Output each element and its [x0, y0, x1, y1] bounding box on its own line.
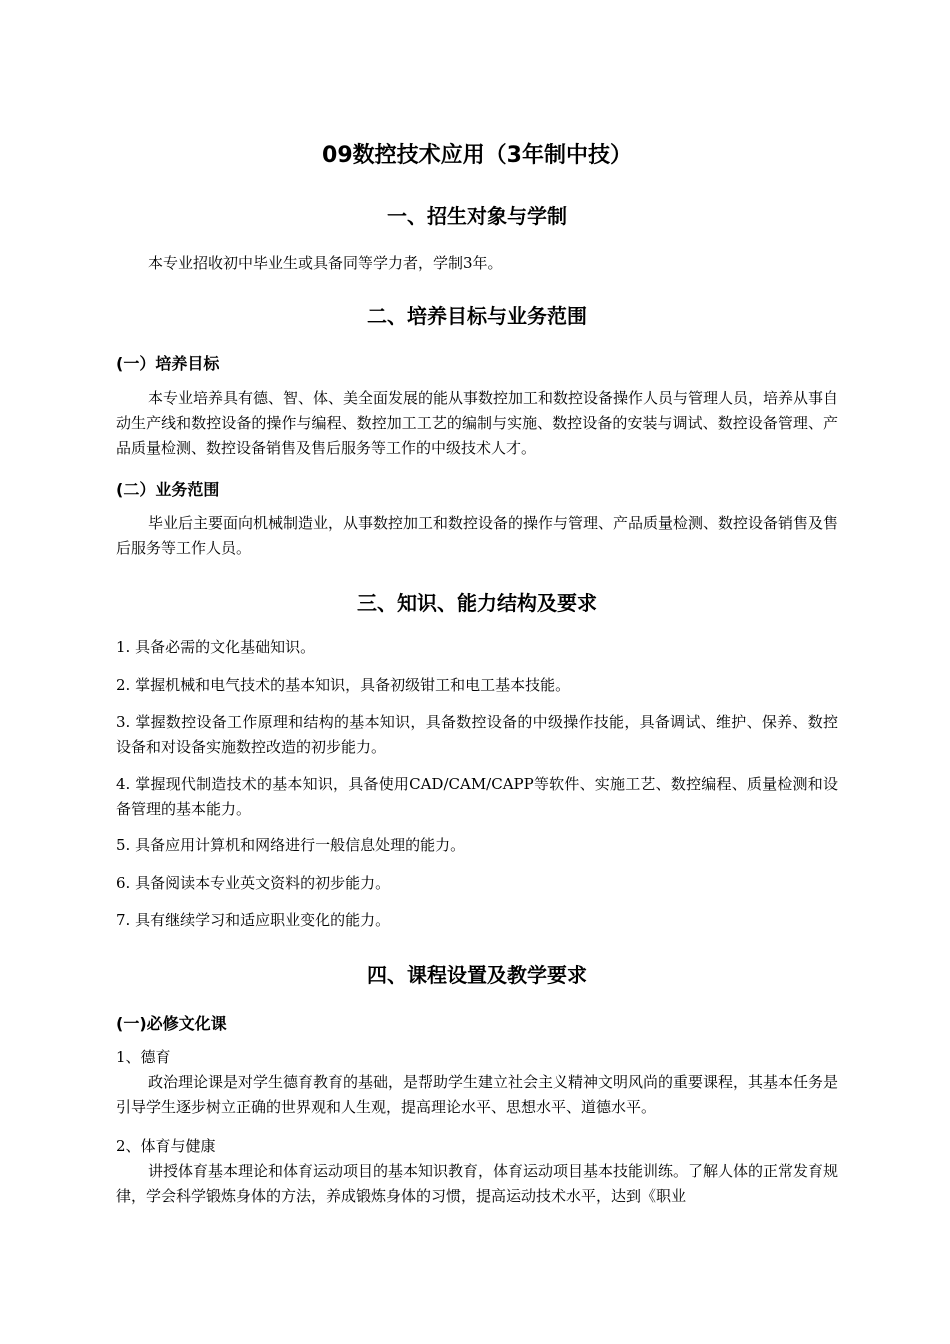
course-2-title: 2、体育与健康 — [116, 1137, 216, 1155]
requirement-item-1: 1. 具备必需的文化基础知识。 — [116, 638, 316, 656]
requirement-item-5: 5. 具备应用计算机和网络进行一般信息处理的能力。 — [116, 836, 466, 854]
section-2-sub-2-heading: (二）业务范围 — [116, 480, 220, 499]
section-3-heading: 三、知识、能力结构及要求 — [357, 591, 597, 615]
course-2-paragraph: 讲授体育基本理论和体育运动项目的基本知识教育，体育运动项目基本技能训练。了解人体的正常发育规律，学会科学锻炼身体的方法，养成锻炼身体的习惯，提高运动技术水平，达到《职业 — [116, 1162, 839, 1205]
requirement-item-2: 2. 掌握机械和电气技术的基本知识，具备初级钳工和电工基本技能。 — [116, 676, 571, 694]
section-2-heading: 二、培养目标与业务范围 — [367, 304, 587, 328]
requirement-item-6: 6. 具备阅读本专业英文资料的初步能力。 — [116, 874, 391, 892]
course-1-title: 1、德育 — [116, 1048, 171, 1066]
requirement-item-3: 3. 掌握数控设备工作原理和结构的基本知识，具备数控设备的中级操作技能，具备调试、维护、保养、数控设备和对设备实施数控改造的初步能力。 — [116, 713, 838, 756]
course-1-paragraph: 政治理论课是对学生德育教育的基础，是帮助学生建立社会主义精神文明风尚的重要课程，其基本任务是引导学生逐步树立正确的世界观和人生观，提高理论水平、思想水平、道德水平。 — [116, 1073, 839, 1116]
requirement-item-4: 4. 掌握现代制造技术的基本知识，具备使用CAD/CAM/CAPP等软件、实施工艺、数控编程、质量检测和设备管理的基本能力。 — [116, 775, 838, 818]
section-4-sub-1-heading: (一)必修文化课 — [116, 1014, 227, 1033]
section-2-sub-1-heading: (一）培养目标 — [116, 354, 220, 373]
section-2-sub-2-paragraph: 毕业后主要面向机械制造业，从事数控加工和数控设备的操作与管理、产品质量检测、数控设备销售及售后服务等工作人员。 — [116, 514, 839, 557]
requirement-item-7: 7. 具有继续学习和适应职业变化的能力。 — [116, 911, 391, 929]
section-4-heading: 四、课程设置及教学要求 — [367, 963, 587, 987]
section-1-heading: 一、招生对象与学制 — [387, 204, 567, 228]
section-2-sub-1-paragraph: 本专业培养具有德、智、体、美全面发展的能从事数控加工和数控设备操作人员与管理人员，培养从事自动生产线和数控设备的操作与编程、数控加工工艺的编制与实施、数控设备的安装与调试、数控设备管理、产品质量检测、数控设备销售及售后服务等工作的中级技术人才。 — [116, 389, 839, 457]
section-1-paragraph: 本专业招收初中毕业生或具备同等学力者，学制3年。 — [148, 254, 503, 272]
document-title: 09数控技术应用（3年制中技） — [322, 143, 632, 168]
